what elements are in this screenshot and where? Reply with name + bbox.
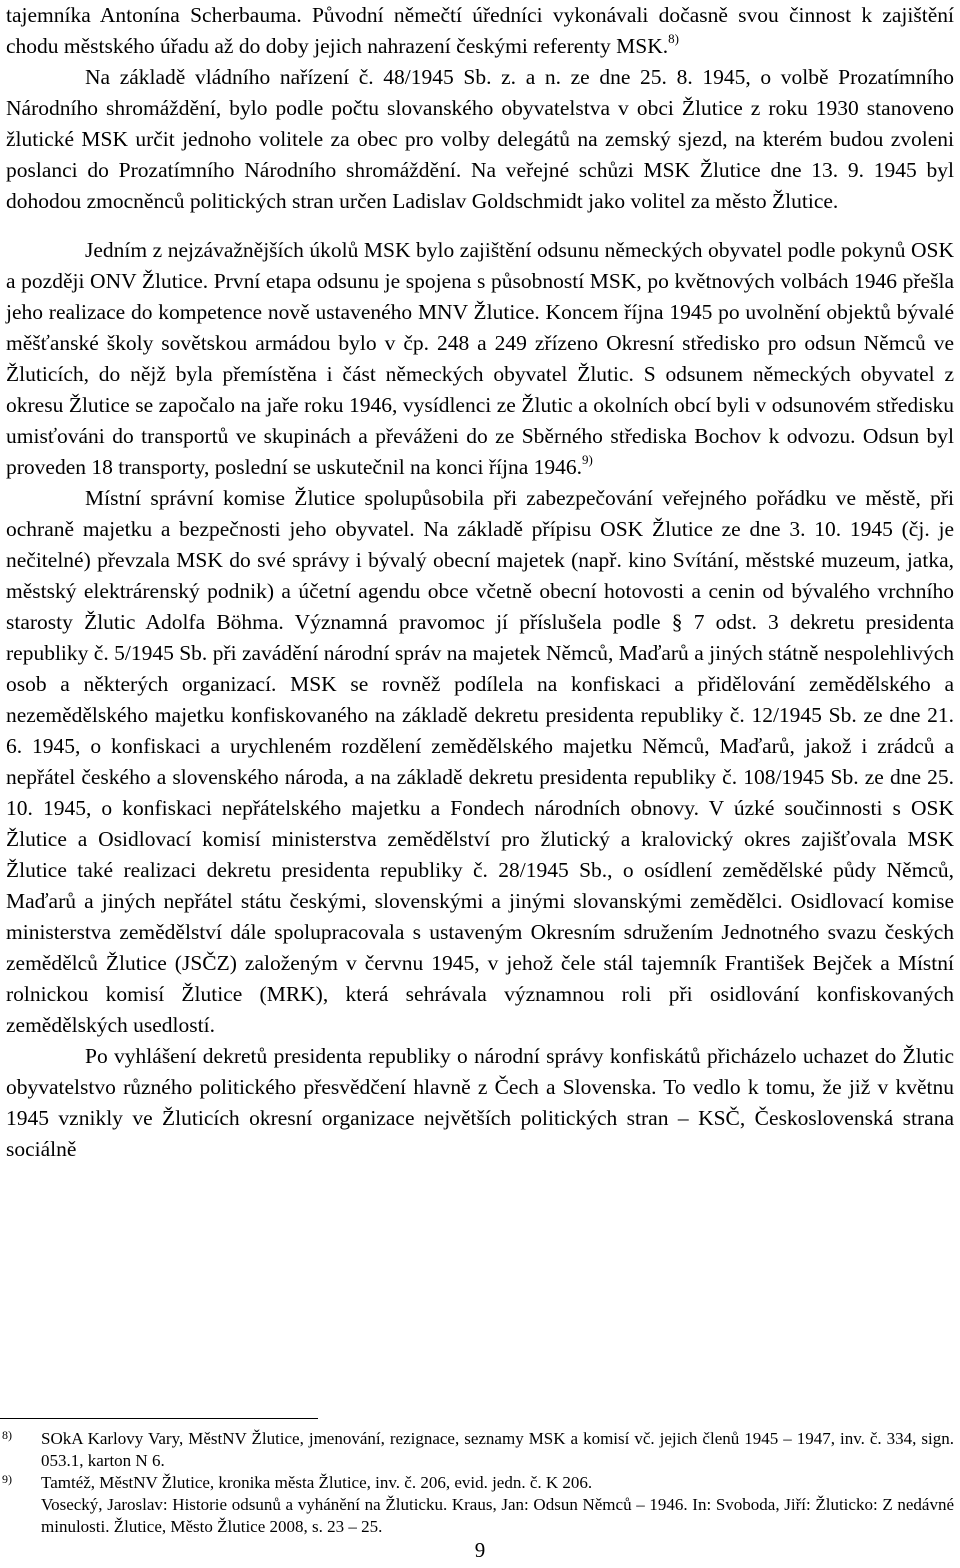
footnote-text: SOkA Karlovy Vary, MěstNV Žlutice, jmenování, rezignace, seznamy MSK a komisí vč. jejich členů 1945 – 1947, inv. č. 334, sign. 053.1, karton N 6. xyxy=(41,1429,954,1470)
footnotes xyxy=(0,1428,954,1538)
footnote-ref-9: 9) xyxy=(582,451,593,467)
footnote-8 xyxy=(0,1428,954,1472)
footnote-ref-8: 8) xyxy=(668,30,679,46)
footnote-text: Tamtéž, MěstNV Žlutice, kronika města Žlutice, inv. č. 206, evid. jedn. č. K 206. xyxy=(41,1473,593,1492)
page-number: 9 xyxy=(474,1538,486,1562)
paragraph-1-text: tajemníka Antonína Scherbauma. Původní němečtí úředníci vykonávali dočasně svou činnost k zajištění chodu městského úřadu až do doby jejich nahrazení českými referenty MSK. xyxy=(6,3,954,58)
paragraph-3 xyxy=(6,235,954,483)
paragraph-5: Po vyhlášení dekretů presidenta republiky o národní správy konfiskátů přicházelo uchazet do Žlutic obyvatelstvo různého politického přesvědčení hlavně z Čech a Slovenska. To vedlo k tomu, že již v květnu 1945 vznikly ve Žluticích okresní organizace největších politických stran – KSČ, Československá strana sociálně xyxy=(6,1044,954,1161)
footnote-text: Vosecký, Jaroslav: Historie odsunů a vyhánění na Žluticku. Kraus, Jan: Odsun Němců – 1946. In: Svoboda, Jiří: Žluticko: Z nedávné minulosti. Žlutice, Město Žlutice 2008, s. 23 – 25. xyxy=(41,1495,954,1536)
paragraph-3-text: Jedním z nejzávažnějších úkolů MSK bylo zajištění odsunu německých obyvatel podle pokynů OSK a později ONV Žlutice. První etapa odsunu je spojena s působností MSK, po květnových volbách 1946 přešla jeho realizace do kompetence nově ustaveného MNV Žlutice. Koncem října 1945 po uvolnění objektů bývalé měšťanské školy sovětskou armádou bylo v čp. 248 a 249 zřízeno Okresní středisko pro odsun Němců ve Žluticích, do nějž byla přemístěna i část německých obyvatel Žlutic. S odsunem německých obyvatel z okresu Žlutice se započalo na jaře roku 1946, vysídlenci ze Žlutic a okolních obcí byli v odsunovém středisku umisťováni do transportů ve skupinách a převáženi do ze Sběrného střediska Bochov k odvozu. Odsun byl proveden 18 transporty, poslední se uskutečnil na konci října 1946. xyxy=(6,238,954,479)
footnote-mark: 9) xyxy=(2,1472,12,1486)
footnote-divider xyxy=(0,1418,318,1419)
paragraph-2: Na základě vládního nařízení č. 48/1945 Sb. z. a n. ze dne 25. 8. 1945, o volbě Prozatímního Národního shromáždění, bylo podle počtu slovanského obyvatelstva v obci Žlutice z roku 1930 stanoveno žlutické MSK určit jednoho volitele za obec pro volby delegátů na zemský sjezd, na kterém budou zvoleni poslanci do Prozatímního Národního shromáždění. Na veřejné schůzi MSK Žlutice dne 13. 9. 1945 byl dohodou zmocněnců politických stran určen Ladislav Goldschmidt jako volitel za město Žlutice. xyxy=(6,65,954,213)
body-text xyxy=(6,0,954,1165)
paragraph-1 xyxy=(6,0,954,62)
footnote-9 xyxy=(0,1472,954,1538)
footnote-mark: 8) xyxy=(2,1428,12,1442)
paragraph-4: Místní správní komise Žlutice spolupůsobila při zabezpečování veřejného pořádku ve městě, při ochraně majetku a bezpečnosti jeho obyvatel. Na základě přípisu OSK Žlutice ze dne 3. 10. 1945 (čj. je nečitelné) převzala MSK do své správy i bývalý obecní majetek (např. kino Svítání, městské muzeum, jatka, městský elektrárenský podnik) a účetní agendu obce včetně obecní hotovosti a cenin od bývalého vrchního starosty Žlutic Adolfa Böhma. Významná pravomoc jí příslušela podle § 7 odst. 3 dekretu presidenta republiky č. 5/1945 Sb. při zavádění národní správ na majetek Němců, Maďarů a jiných státně nespolehlivých osob a některých organizací. MSK se rovněž podílela na konfiskaci a přidělování zemědělského a nezemědělského majetku konfiskovaného na základě dekretu presidenta republiky č. 12/1945 Sb. ze dne 21. 6. 1945, o konfiskaci a urychleném rozdělení zemědělského majetku Němců, Maďarů, jakož i zrádců a nepřátel českého a slovenského národa, a na základě dekretu presidenta republiky č. 108/1945 Sb. ze dne 25. 10. 1945, o konfiskaci nepřátelského majetku a Fondech národních obnovy. V úzké součinnosti s OSK Žlutice a Osidlovací komisí ministerstva zemědělství pro žlutický a kralovický okres zajišťovala MSK Žlutice také realizaci dekretu presidenta republiky č. 28/1945 Sb., o osídlení zemědělské půdy Němců, Maďarů a jiných nepřátel státu českými, slovenskými a jinými slovanskými zemědělci. Osidlovací komise ministerstva zemědělství dále spolupracovala s ustaveným Okresním sdružením Jednotného svazu českých zemědělců Žlutice (JSČZ) založeným v červnu 1945, v jehož čele stál tajemník František Bejček a Místní rolnickou komisí Žlutice (MRK), která sehrávala významnou roli při osidlování konfiskovaných zemědělských usedlostí. xyxy=(6,486,954,1037)
